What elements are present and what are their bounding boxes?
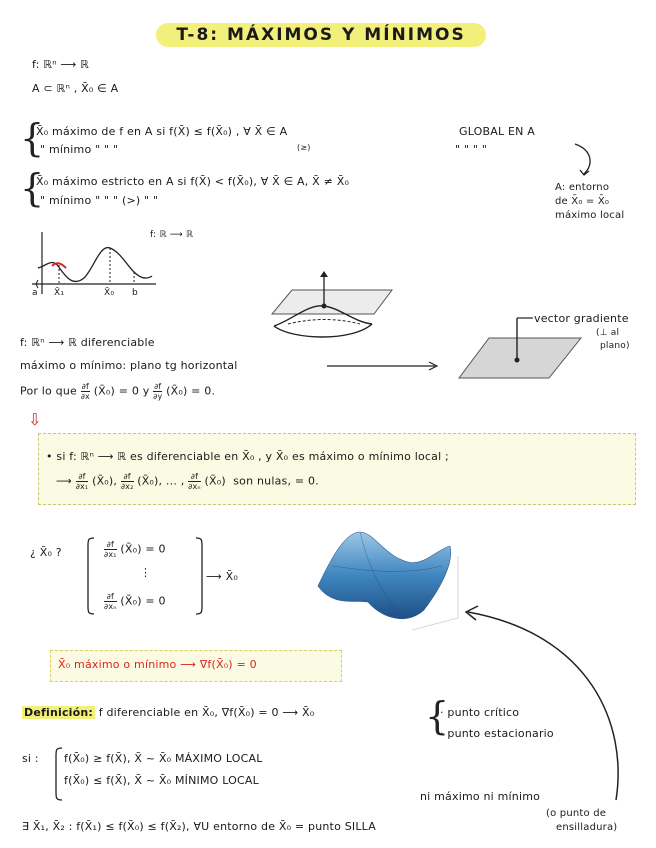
gradient-plane-sketch [455,312,595,384]
side-note-line1: A: entorno [555,182,610,193]
system-eq2-text: (X̄₀) = 0 [120,594,166,608]
saddle-note1: (o punto de [546,808,607,819]
tick-b: b [132,288,138,298]
strict-min-row: " mínimo " " " (>) " " [40,194,159,207]
theorem-p2: (X̄₀), ... , [137,474,185,488]
diff-line3 [20,382,215,401]
side-note-line2: de X̄₀ = X̄₀ [555,196,610,207]
tick-x0: X̄₀ [104,288,115,298]
partial-fx: $\frac{\partial f}{\partial x}$ [80,382,90,401]
brace-strict: { [20,166,45,210]
gradient-label: vector gradiente [534,312,629,325]
system-eq1 [104,540,166,559]
question-x0: ¿ X̄₀ ? [30,546,62,559]
global-min-row: " mínimo " " " [40,143,119,156]
theorem-line1: • si f: ℝⁿ ⟶ ℝ es diferenciable en X̄₀ , y X̄₀ es máximo o mínimo local ; [46,450,449,463]
function-definition: f: ℝⁿ ⟶ ℝ [32,58,90,71]
definition-text: f diferenciable en X̄₀, ∇f(X̄₀) = 0 ⟶ X̄₀ [98,706,315,719]
partial-fx1: $\frac{\partial f}{\text{∂x₁}}$ [75,472,89,491]
tangent-plane-sketch [262,268,402,348]
partial-fxn: $\frac{\partial f}{\text{∂xₙ}}$ [188,472,201,491]
partial-fx2: $\frac{\partial f}{\text{∂x₂}}$ [120,472,134,491]
tick-a: a [32,288,38,298]
arrow-right-icon [325,360,445,372]
local-si: si : [22,752,39,765]
down-arrow-icon: ⇩ [28,410,42,429]
curved-arrow-icon [440,604,640,804]
definition-opt2: · punto estacionario [440,727,554,740]
definition-label: Definición: [24,706,94,719]
domain-definition: A ⊂ ℝⁿ , X̄₀ ∈ A [32,82,119,95]
neither-label: ni máximo ni mínimo [420,790,541,803]
gradient-note2: plano) [600,341,630,351]
theorem-line2 [56,472,319,491]
theorem-box [38,433,636,505]
brace-definition: { [425,694,450,738]
diff-line3-pre: Por lo que [20,384,77,398]
local-bracket [54,746,64,802]
system-eq2 [104,592,166,611]
system-result: ⟶ X̄₀ [206,570,239,583]
tick-x1: X̄₁ [54,288,65,298]
local-max-row: f(X̄₀) ≥ f(X̄), X̄ ~ X̄₀ MÁXIMO LOCAL [64,752,263,765]
red-statement: X̄₀ máximo o mínimo ⟶ ∇f(X̄₀) = 0 [58,658,257,671]
global-min-marks: " " " " [455,143,488,156]
diff-line1: f: ℝⁿ ⟶ ℝ diferenciable [20,336,155,349]
saddle-definition: ∃ X̄₁, X̄₂ : f(X̄₁) ≤ f(X̄₀) ≤ f(X̄₂), ∀U entorno de X̄₀ = punto SILLA [22,820,376,833]
page-title: T-8: MÁXIMOS Y MÍNIMOS [156,23,486,47]
theorem-end: son nulas, = 0. [233,474,319,488]
brace-global: { [20,116,45,160]
local-min-row: f(X̄₀) ≤ f(X̄), X̄ ~ X̄₀ MÍNIMO LOCAL [64,774,259,787]
diff-line3-mid: (X̄₀) = 0 y [93,384,150,398]
definition-row [22,706,314,719]
global-tag: GLOBAL EN A [459,125,536,138]
side-note-arrow-icon [570,140,600,180]
system-eq1-text: (X̄₀) = 0 [120,542,166,556]
side-note-line3: máximo local [555,210,625,221]
graph-function-label: f: ℝ ⟶ ℝ [150,230,194,240]
system-dots: ⋮ [140,566,152,579]
diff-line3-end: (X̄₀) = 0. [166,384,216,398]
system-partial-2: $\frac{\partial f}{\text{∂xₙ}}$ [104,592,117,611]
theorem-arrow: ⟶ [56,474,72,488]
global-min-sub: (≥) [297,143,311,152]
global-max-row: X̄₀ máximo de f en A si f(X̄) ≤ f(X̄₀) , ∀ X̄ ∈ A [36,125,288,138]
saddle-note2: ensilladura) [556,822,618,833]
theorem-p3: (X̄₀) [204,474,226,488]
diff-line2: máximo o mínimo: plano tg horizontal [20,359,238,372]
gradient-note1: (⊥ al [596,328,620,338]
strict-max-row: X̄₀ máximo estricto en A si f(X̄) < f(X̄₀), ∀ X̄ ∈ A, X̄ ≠ X̄₀ [36,175,350,188]
function-graph [28,228,158,308]
partial-fy: $\frac{\partial f}{\partial y}$ [153,382,163,401]
theorem-p1: (X̄₀), [92,474,118,488]
system-partial-1: $\frac{\partial f}{\text{∂x₁}}$ [104,540,117,559]
definition-opt1: · punto crítico [440,706,520,719]
